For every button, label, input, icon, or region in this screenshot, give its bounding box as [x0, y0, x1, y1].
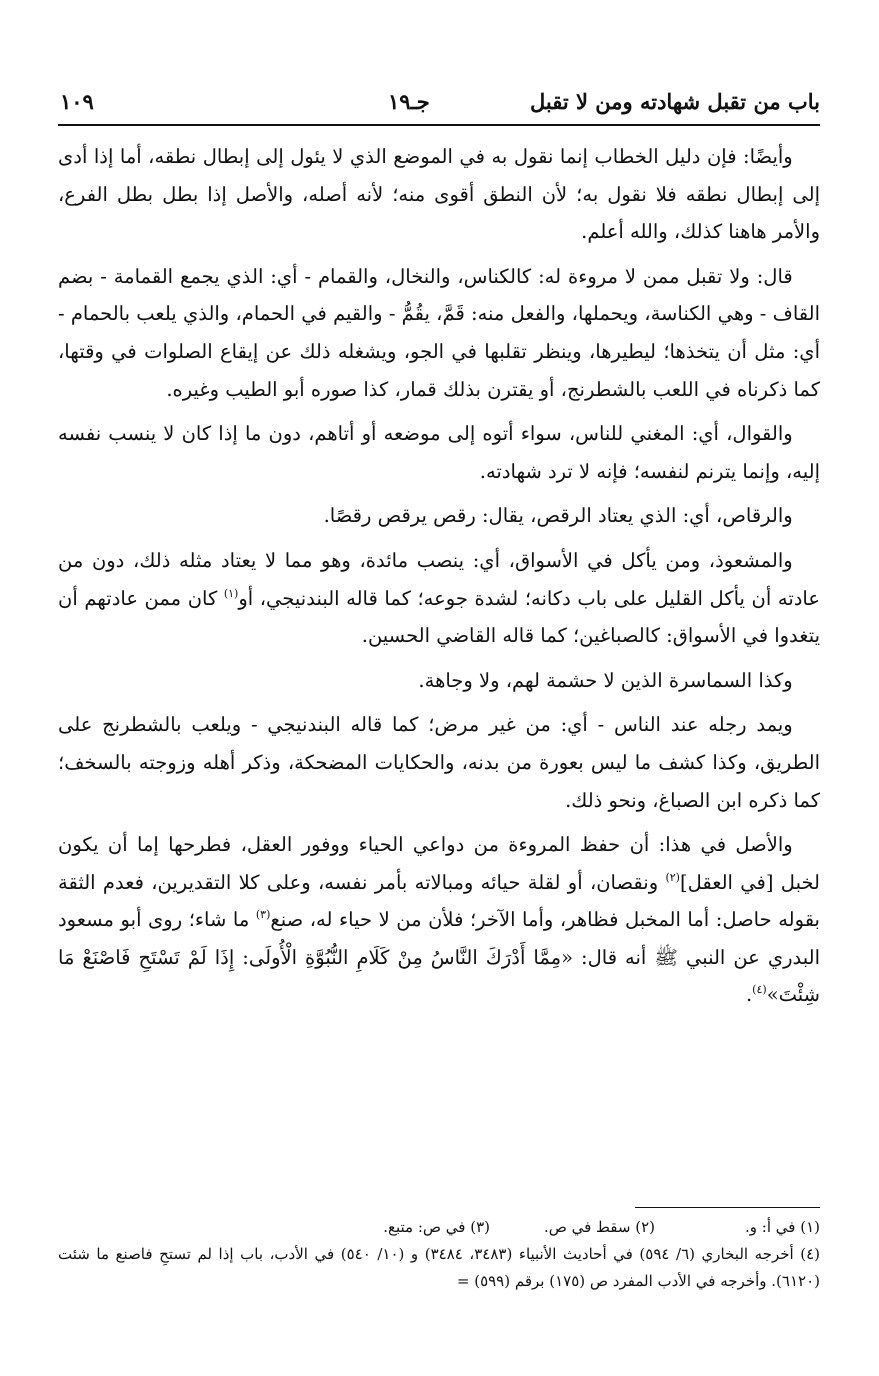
paragraph: وكذا السماسرة الذين لا حشمة لهم، ولا وجاهة. [418, 668, 793, 692]
footnote-mark: (٢) [665, 870, 680, 884]
footnote-mark: (١) [223, 586, 239, 600]
paragraph: وأيضًا: فإن دليل الخطاب إنما نقول به في الموضع الذي لا يئول إلى إبطال نطقه، أما إذا أدى إلى إبطال نطقه فلا نقول به؛ لأن النطق أقوى منه؛ لأنه أصله، والأصل إذا بطل بطل الفرع، والأمر هاهنا كذلك، والله أعلم. [58, 145, 820, 244]
footnote-4: (٤) أخرجه البخاري (٦/ ٥٩٤) في أحاديث الأنبياء (٣٤٨٣، ٣٤٨٤) و (١٠/ ٥٤٠) في الأدب، باب إذا لم تستحِ فاصنع ما شئت (٦١٢٠). وأخرجه في الأدب المفرد ص (١٧٥) برقم (٥٩٩) = [58, 1245, 820, 1290]
footnote-3: (٣) في ص: متبع. [383, 1218, 490, 1236]
footnote-1: (١) في أ: و. [745, 1218, 820, 1236]
paragraph: ويمد رجله عند الناس - أي: من غير مرض؛ كما قاله البندنيجي - ويلعب بالشطرنج على الطريق، وكذا كشف ما ليس بعورة من بدنه، والحكايات المضحكة، وذكر أهله وزوجته بالسخف؛ كما ذكره ابن الصباغ، ونحو ذلك. [58, 713, 820, 812]
footnote-row [58, 1214, 820, 1241]
paragraph-text: كان ممن عادتهم أن يتغدوا في الأسواق: كالصباغين؛ كما قاله القاضي الحسين. [58, 586, 820, 648]
paragraph-text: ما شاء؛ روى أبو مسعود البدري عن النبي ﷺ أنه قال: «مِمَّا أَدْرَكَ النَّاسُ مِنْ كَلَامِ النُّبُوَّةِ الْأُولَى: إِذَا لَمْ تَسْتَحِ فَاصْنَعْ مَا شِئْتَ» [58, 908, 820, 1007]
footnote-divider [635, 1207, 820, 1208]
paragraph-text: ونقصان، أو لقلة حيائه ومبالاته بأمر نفسه، وعلى كلا التقديرين، فعدم الثقة بقوله حاصل: أما المخبل فظاهر، وأما الآخر؛ فلأن من لا حياء له، صنع [58, 870, 820, 932]
paragraph-text: . [745, 983, 753, 1007]
paragraph-text: والأصل في هذا: أن حفظ المروءة من دواعي الحياء ووفور العقل، فطرحها إما أن يكون لخبل [في العقل] [58, 833, 820, 894]
footnotes [58, 1207, 820, 1295]
volume-label: جـ١٩ [388, 89, 430, 114]
chapter-title: باب من تقبل شهادته ومن لا تقبل [529, 89, 820, 114]
paragraph [58, 542, 820, 655]
paragraph: والرقاص، أي: الذي يعتاد الرقص، يقال: رقص يرقص رقصًا. [323, 504, 793, 528]
paragraph-text: والمشعوذ، ومن يأكل في الأسواق، أي: ينصب مائدة، وهو مما لا يعتاد مثله ذلك، دون من عادته أن يأكل القليل على باب دكانه؛ لشدة جوعه؛ كما قاله البندنيجي، أو [58, 548, 821, 610]
footnote-mark: (٤) [752, 983, 767, 997]
main-text [58, 138, 820, 1014]
paragraph [58, 826, 820, 1014]
running-header [58, 84, 820, 126]
paragraph: والقوال، أي: المغني للناس، سواء أتوه إلى موضعه أو أتاهم، دون ما إذا كان لا ينسب نفسه إليه، وإنما يترنم لنفسه؛ فإنه لا ترد شهادته. [58, 422, 820, 483]
paragraph: قال: ولا تقبل ممن لا مروءة له: كالكناس، والنخال، والقمام - أي: الذي يجمع القمامة - بضم القاف - وهي الكناسة، ويحملها، والفعل منه: قَمَّ، يقُمُّ - والقيم في الحمام، والذي يلعب بالحمام - أي: مثل أن يتخذها؛ ليطيرها، وينظر تقلبها في الجو، ويشغله ذلك عن إيقاع الصلوات في وقتها، كما ذكرناه في اللعب بالشطرنج، أو يقترن بذلك قمار، كذا صوره أبو الطيب وغيره. [58, 264, 820, 401]
page-number: ١٠٩ [60, 89, 94, 114]
footnote-2: (٢) سقط في ص. [543, 1218, 655, 1236]
book-page [58, 84, 820, 1021]
footnote-mark: (٣) [255, 908, 271, 922]
